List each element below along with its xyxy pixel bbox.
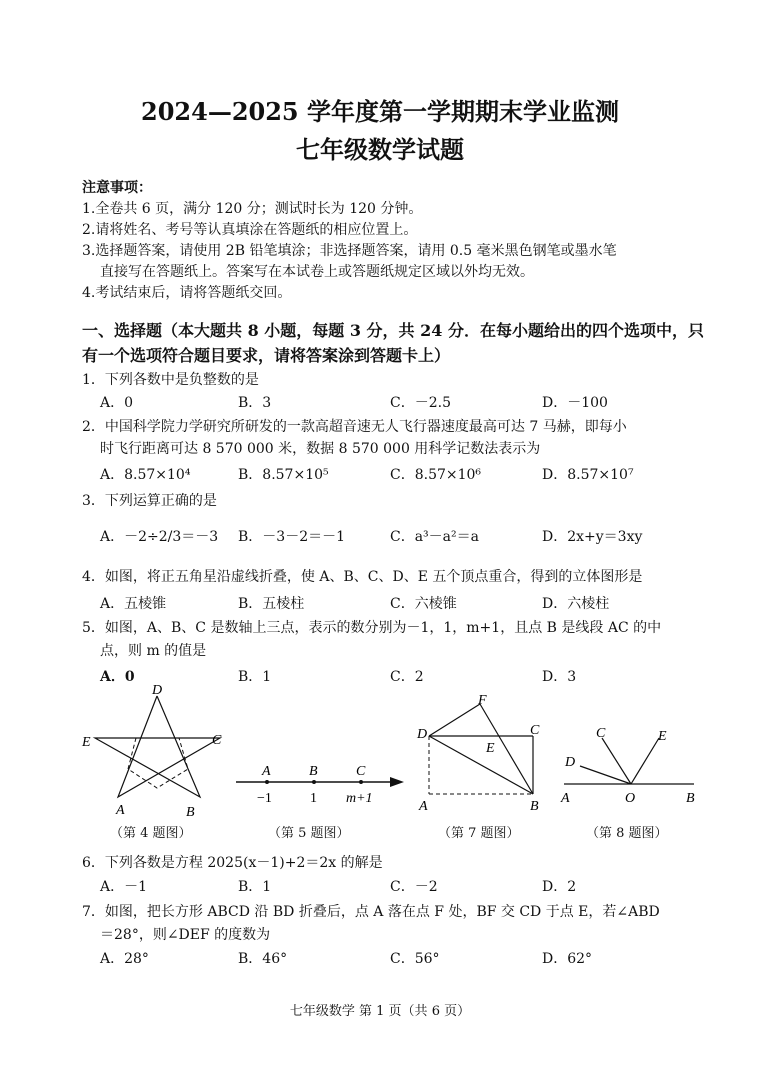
note-item: 直接写在答题纸上。答案写在本试卷上或答题纸规定区域以外均无效。: [100, 264, 534, 280]
question-stem: 4．如图，将正五角星沿虚线折叠，使 A、B、C、D、E 五个顶点重合，得到的立体图形是: [82, 569, 643, 585]
option: A．－2÷2/3＝－3: [100, 529, 219, 545]
option: A．五棱锥: [100, 596, 167, 612]
note-item: 1.全卷共 6 页，满分 120 分；测试时长为 120 分钟。: [82, 201, 423, 217]
figure-8-angles: [556, 720, 706, 816]
fig7-label-a: A: [419, 799, 428, 814]
question-stem: 点，则 m 的值是: [100, 643, 207, 659]
fig4-label-c: C: [212, 733, 222, 748]
option: C．六棱锥: [390, 596, 457, 612]
option: A．8.57×10⁴: [100, 467, 191, 483]
fig5-label-b: B: [309, 764, 318, 779]
question-stem: 2．中国科学院力学研究所研发的一款高超音速无人飞行器速度最高可达 7 马赫，即每小: [82, 419, 627, 435]
option: A．28°: [100, 951, 149, 967]
question-stem: 时飞行距离可达 8 570 000 米，数据 8 570 000 用科学记数法表示为: [100, 441, 541, 457]
option: B．8.57×10⁵: [238, 467, 329, 483]
page-title: 2024—2025 学年度第一学期期末学业监测: [141, 97, 619, 126]
option: B．3: [238, 395, 272, 411]
option: B．1: [238, 879, 272, 895]
figure-5-numberline: [232, 755, 412, 815]
fig7-label-d: D: [417, 727, 428, 742]
page-footer: 七年级数学 第 1 页（共 6 页）: [289, 1004, 471, 1019]
option: A．－1: [100, 879, 148, 895]
option: C．8.57×10⁶: [390, 467, 482, 483]
option: B．五棱柱: [238, 596, 305, 612]
section-heading-cont: 有一个选项符合题目要求，请将答案涂到答题卡上）: [82, 346, 451, 365]
fig5-tick-b: 1: [310, 791, 317, 806]
figure-4-star: [80, 680, 240, 820]
question-stem: 1．下列各数中是负整数的是: [82, 372, 259, 388]
fig8-label-d: D: [565, 755, 576, 770]
section-heading: 一、选择题（本大题共 8 小题，每题 3 分，共 24 分．在每小题给出的四个选项中，只: [82, 321, 704, 340]
fig7-label-c: C: [530, 723, 540, 738]
fig5-tick-a: −1: [257, 791, 272, 806]
fig5-tick-c: m+1: [346, 791, 373, 806]
question-stem: 5．如图，A、B、C 是数轴上三点，表示的数分别为－1，1，m+1，且点 B 是线段 AC 的中: [82, 620, 662, 636]
fig8-label-c: C: [596, 726, 606, 741]
note-item: 4.考试结束后，请将答题纸交回。: [82, 285, 292, 301]
notes-heading: 注意事项：: [82, 180, 152, 196]
option: C．2: [390, 669, 424, 685]
option: D．六棱柱: [542, 596, 610, 612]
fig7-label-e: E: [486, 741, 495, 756]
question-stem: 3．下列运算正确的是: [82, 493, 217, 509]
option: C．a³－a²＝a: [390, 529, 479, 545]
fig8-caption: （第 8 题图）: [586, 826, 668, 841]
fig5-caption: （第 5 题图）: [268, 826, 350, 841]
fig7-label-b: B: [530, 799, 539, 814]
option: B．46°: [238, 951, 288, 967]
fig8-label-o: O: [625, 791, 636, 806]
fig7-label-f: F: [478, 693, 487, 708]
note-item: 3.选择题答案，请使用 2B 铅笔填涂；非选择题答案，请用 0.5 毫米黑色钢笔或墨水笔: [82, 243, 617, 259]
fig8-label-a: A: [561, 791, 570, 806]
fig5-label-c: C: [356, 764, 366, 779]
fig4-label-a: A: [116, 803, 125, 818]
fig4-caption: （第 4 题图）: [110, 826, 192, 841]
option: D．8.57×10⁷: [542, 467, 634, 483]
option: C．56°: [390, 951, 440, 967]
fig8-label-b: B: [686, 791, 695, 806]
option: A．0: [100, 395, 134, 411]
option: B．1: [238, 669, 272, 685]
option: D．－100: [542, 395, 608, 411]
fig8-label-e: E: [658, 729, 667, 744]
fig4-label-e: E: [82, 735, 91, 750]
option: D．3: [542, 669, 577, 685]
option: B．－3－2＝－1: [238, 529, 346, 545]
fig7-caption: （第 7 题图）: [438, 826, 520, 841]
figure-7-rectangle: [412, 692, 562, 820]
option: C．－2: [390, 879, 438, 895]
fig5-label-a: A: [262, 764, 271, 779]
question-stem: 6．下列各数是方程 2025(x－1)+2＝2x 的解是: [82, 855, 383, 871]
option: D．62°: [542, 951, 593, 967]
option: C．－2.5: [390, 395, 451, 411]
question-stem: 7．如图，把长方形 ABCD 沿 BD 折叠后，点 A 落在点 F 处，BF 交 CD 于点 E，若∠ABD: [82, 904, 660, 920]
option: D．2x+y＝3xy: [542, 529, 643, 545]
page-subtitle: 七年级数学试题: [296, 135, 464, 164]
fig4-label-b: B: [186, 805, 195, 820]
question-stem: ＝28°，则∠DEF 的度数为: [100, 927, 271, 943]
option: D．2: [542, 879, 577, 895]
note-item: 2.请将姓名、考号等认真填涂在答题纸的相应位置上。: [82, 222, 418, 238]
option: A．0: [100, 669, 135, 685]
fig4-label-d: D: [152, 683, 163, 698]
